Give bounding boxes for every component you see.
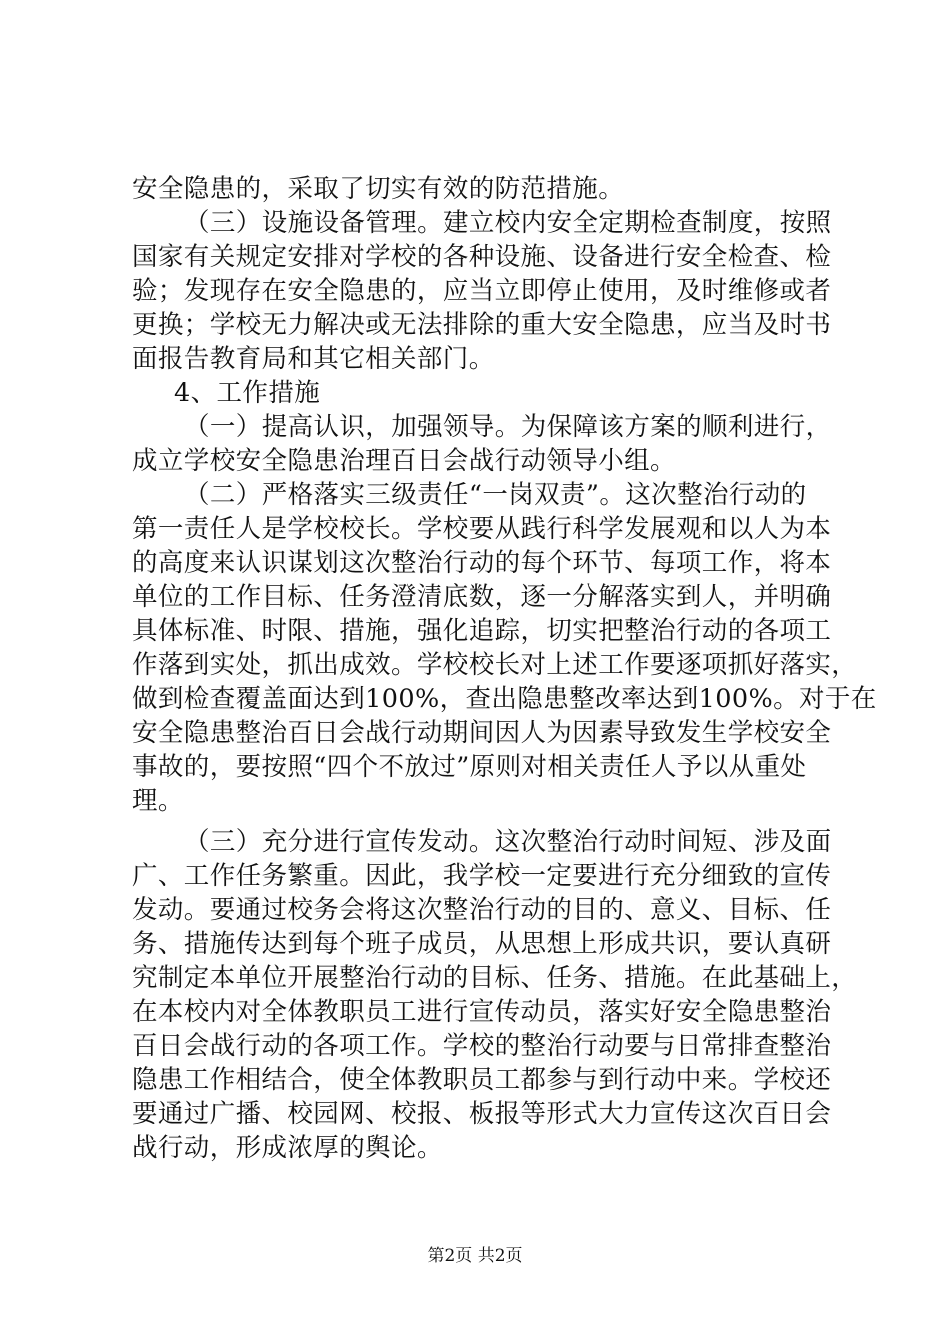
text-line: 理。: [132, 786, 184, 816]
text-line: 做到检查覆盖面达到100%，查出隐患整改率达到100%。对于在: [132, 684, 877, 714]
text-line: （三）设施设备管理。建立校内安全定期检查制度，按照: [184, 208, 832, 238]
text-line: 更换；学校无力解决或无法排除的重大安全隐患，应当及时书: [132, 310, 832, 340]
text-line: 单位的工作目标、任务澄清底数，逐一分解落实到人，并明确: [132, 582, 832, 612]
text-line: 安全隐患的，采取了切实有效的防范措施。: [132, 174, 625, 204]
text-line: 要通过广播、校园网、校报、板报等形式大力宣传这次百日会: [132, 1099, 832, 1129]
text-line: 面报告教育局和其它相关部门。: [132, 344, 495, 374]
text-line: 百日会战行动的各项工作。学校的整治行动要与日常排查整治: [132, 1031, 832, 1061]
text-line: 战行动，形成浓厚的舆论。: [132, 1133, 443, 1163]
text-line: 发动。要通过校务会将这次整治行动的目的、意义、目标、任: [132, 895, 832, 925]
text-line: 究制定本单位开展整治行动的目标、任务、措施。在此基础上，: [132, 963, 858, 993]
text-line: 的高度来认识谋划这次整治行动的每个环节、每项工作，将本: [132, 548, 832, 578]
text-line: 广、工作任务繁重。因此，我学校一定要进行充分细致的宣传: [132, 861, 832, 891]
text-line: 验；发现存在安全隐患的，应当立即停止使用，及时维修或者: [132, 276, 832, 306]
document-body: [132, 172, 877, 1165]
text-line: 国家有关规定安排对学校的各种设施、设备进行安全检查、检: [132, 242, 832, 272]
text-line: 事故的，要按照“四个不放过”原则对相关责任人予以从重处: [132, 752, 807, 782]
page-number-footer: 第2页 共2页: [427, 1246, 523, 1266]
text-line: （三）充分进行宣传发动。这次整治行动时间短、涉及面: [184, 827, 832, 857]
text-line: 隐患工作相结合，使全体教职员工都参与到行动中来。学校还: [132, 1065, 832, 1095]
text-line: 具体标准、时限、措施，强化追踪，切实把整治行动的各项工: [132, 616, 832, 646]
text-line: 成立学校安全隐患治理百日会战行动领导小组。: [132, 446, 676, 476]
text-line: 务、措施传达到每个班子成员，从思想上形成共识，要认真研: [132, 929, 832, 959]
text-line: （二）严格落实三级责任“一岗双责”。这次整治行动的: [184, 480, 807, 510]
text-line: 在本校内对全体教职员工进行宣传动员，落实好安全隐患整治: [132, 997, 832, 1027]
text-line: 安全隐患整治百日会战行动期间因人为因素导致发生学校安全: [132, 718, 832, 748]
text-line: （一）提高认识，加强领导。为保障该方案的顺利进行，: [184, 412, 832, 442]
text-line: 作落到实处，抓出成效。学校校长对上述工作要逐项抓好落实，: [132, 650, 858, 680]
text-line: 第一责任人是学校校长。学校要从践行科学发展观和以人为本: [132, 514, 832, 544]
section-heading: 4、工作措施: [174, 378, 321, 408]
